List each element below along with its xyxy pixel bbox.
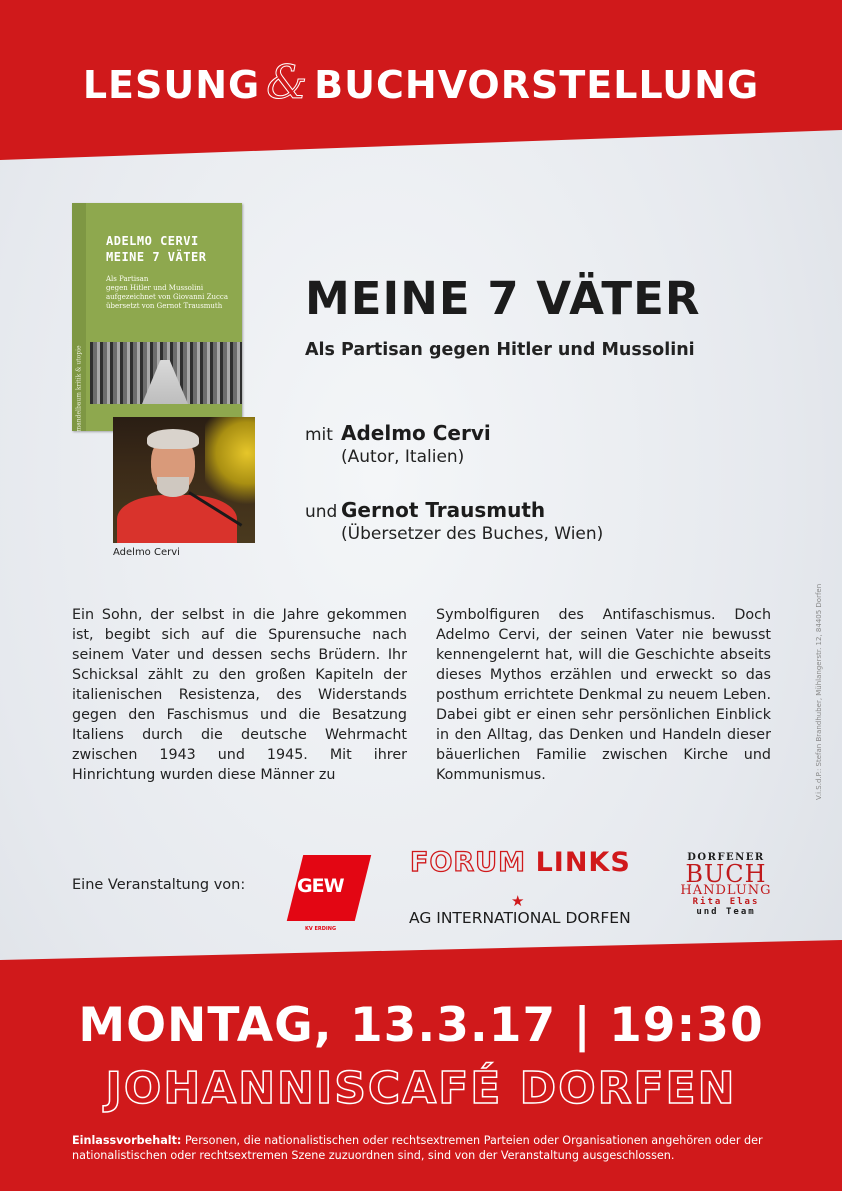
header-title	[0, 55, 842, 109]
book-cover-line: aufgezeichnet von Giovanni Zucca	[106, 293, 229, 301]
description-column-1: Ein Sohn, der selbst in die Jahre gekommen ist, begibt sich auf die Spurensuche nach seinem Vater und dessen sechs Brüdern. Ihr Schicksal zählt zu den großen Kapiteln der italienischen Resistenza, des Widerstands gegen den Faschismus und die Besatzung Italiens durch die deutsche Wehrmacht zwischen 1943 und 1945. Mit ihrer Hinrichtung wurden diese Männer zu	[72, 607, 407, 783]
speaker-conjunction: mit	[305, 425, 333, 445]
book-cover-line: übersetzt von Gernot Trausmuth	[106, 302, 223, 310]
book-cover-line: Als Partisan	[106, 275, 149, 283]
book-cover-line: gegen Hitler und Mussolini	[106, 284, 204, 292]
disclaimer-text: Personen, die nationalistischen oder rechtsextremen Parteien oder Organisationen angehören oder der nationalistischen oder rechtsextremen Szene zuzuordnen sind, sind von der Veranstaltung ausgeschlossen.	[72, 1134, 763, 1162]
header-ampersand: &	[266, 55, 309, 109]
portrait-caption: Adelmo Cervi	[113, 547, 180, 558]
bookshop-logo	[680, 852, 772, 917]
author-portrait-image	[113, 417, 255, 543]
speaker-role: (Autor, Italien)	[341, 447, 465, 467]
bookshop-line4: Rita Elas	[692, 897, 760, 907]
speaker-2	[305, 498, 604, 544]
event-subtitle: Als Partisan gegen Hitler und Mussolini	[305, 340, 695, 360]
event-date-time: MONTAG, 13.3.17 | 19:30	[78, 998, 764, 1053]
book-cover-author: ADELMO CERVI	[106, 234, 199, 248]
imprint: V.i.S.d.P.: Stefan Brandhuber, Mühlangerstr. 12, 84405 Dorfen	[815, 583, 823, 800]
speaker-name: Gernot Trausmuth	[341, 498, 546, 522]
event-venue: JOHANNISCAFÉ DORFEN	[105, 1063, 737, 1114]
disclaimer-label: Einlassvorbehalt:	[72, 1134, 182, 1147]
gew-logo-subtext: KV ERDING	[305, 926, 337, 932]
star-icon: ★	[511, 892, 525, 910]
gew-logo-text: GEW	[297, 875, 344, 897]
book-cover-subtitle	[106, 275, 236, 311]
book-cover-image	[72, 203, 242, 431]
forum-links-part2: LINKS	[535, 847, 631, 878]
book-spine-text: mandelbaum kritik & utopie	[75, 345, 83, 432]
bookshop-line2: BUCH	[685, 860, 767, 888]
forum-links-logo	[410, 847, 631, 878]
speaker-1	[305, 421, 491, 467]
description-column-2: Symbolfiguren des Antifaschismus. Doch Adelmo Cervi, der seinen Vater nie bewusst kennengelernt hat, will die Geschichte abseits dieses Mythos erzählen und erweckt so das posthum errichtete Denkmal zu neuem Leben. Dabei gibt er einen sehr persönlichen Einblick in den Alltag, das Denken und Handeln dieser bäuerlichen Familie zwischen Kirche und Kommunismus.	[436, 607, 771, 783]
event-title: MEINE 7 VÄTER	[305, 272, 701, 325]
admission-disclaimer	[72, 1133, 772, 1163]
speaker-role: (Übersetzer des Buches, Wien)	[341, 524, 604, 544]
bookshop-line5: und Team	[696, 907, 756, 917]
gew-logo	[291, 855, 366, 932]
bookshop-line3: HANDLUNG	[680, 883, 772, 898]
book-cover-title: MEINE 7 VÄTER	[106, 250, 207, 264]
forum-links-part1: FORUM	[410, 847, 526, 878]
speaker-name: Adelmo Cervi	[341, 421, 491, 445]
header-title-part2: BUCHVORSTELLUNG	[314, 63, 760, 107]
book-cover-photo	[90, 342, 242, 404]
bookshop-line1: DORFENER	[687, 852, 765, 863]
ag-international-label: AG INTERNATIONAL DORFEN	[409, 909, 631, 927]
speaker-conjunction: und	[305, 502, 338, 522]
header-title-part1: LESUNG	[82, 63, 261, 107]
organizers-label: Eine Veranstaltung von:	[72, 877, 246, 893]
